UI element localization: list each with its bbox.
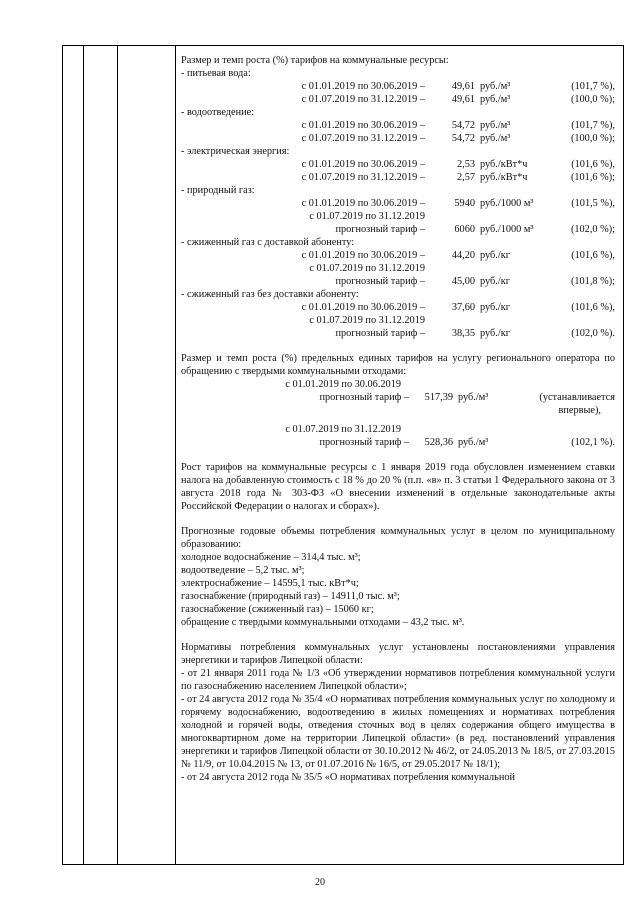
norm-item: - от 21 января 2011 года № 1/3 «Об утверждении нормативов потребления коммунальной услуги по газоснабжению населением Липецкой области»;	[181, 668, 615, 692]
waste-heading: Размер и темп роста (%) предельных единых тарифов на услугу регионального оператора по обращению с твердыми коммунальными отходами:	[181, 353, 615, 377]
tariff-row	[181, 210, 615, 223]
tariff-unit: руб./кг	[480, 328, 510, 339]
norm-item: - от 24 августа 2012 года № 35/5 «О нормативах потребления коммунальной	[181, 772, 516, 783]
tariff-period: с 01.07.2019 по 31.12.2019 –	[301, 133, 425, 144]
volumes-heading: Прогнозные годовые объемы потребления коммунальных услуг в целом по муниципальному образованию:	[181, 526, 615, 550]
tariff-unit: руб./1000 м³	[480, 224, 534, 235]
tariff-note: (устанавливается	[539, 392, 615, 403]
tariff-unit: руб./м³	[458, 437, 489, 448]
tariff-row	[181, 249, 615, 262]
tariff-period: с 01.07.2019 по 31.12.2019	[309, 211, 425, 222]
table-column-divider	[117, 46, 118, 864]
tariff-row	[181, 301, 615, 314]
page-number: 20	[315, 877, 325, 888]
lpg-nodelivery-label: - сжиженный газ без доставки абоненту:	[181, 289, 359, 300]
tariff-period: прогнозный тариф –	[335, 328, 425, 339]
vat-paragraph: Рост тарифов на коммунальные ресурсы с 1 января 2019 года обусловлен изменением ставки налога на добавленную стоимость с 18 % до 20 % (п.п. «в» п. 3 статьи 1 Федерального закона от 3 августа 2018 года № 303-ФЗ «О внесении изменений в отдельные законодательные акты Российской Федерации о налогах и сборах»).	[181, 462, 615, 512]
tariff-row	[181, 171, 615, 184]
volume-item: обращение с твердыми коммунальными отходами – 43,2 тыс. м³.	[181, 617, 465, 628]
tariff-growth: (100,0 %);	[570, 133, 615, 144]
sewer-label: - водоотведение:	[181, 107, 255, 118]
tariff-row	[181, 119, 615, 132]
tariff-unit: руб./м³	[480, 94, 511, 105]
tariff-period: с 01.07.2019 по 31.12.2019	[309, 315, 425, 326]
tariff-row	[181, 197, 615, 210]
tariff-growth: (101,7 %),	[571, 81, 615, 92]
tariff-unit: руб./кг	[480, 302, 510, 313]
tariff-period: с 01.07.2019 по 31.12.2019	[309, 263, 425, 274]
tariff-row	[181, 158, 615, 171]
tariff-unit: руб./кВт*ч	[480, 172, 528, 183]
tariff-unit: руб./кг	[480, 276, 510, 287]
tariff-period: с 01.01.2019 по 30.06.2019 –	[301, 250, 425, 261]
tariff-growth: (101,6 %),	[571, 302, 615, 313]
volume-item: электроснабжение – 14595,1 тыс. кВт*ч;	[181, 578, 359, 589]
waste-tariff-row	[181, 391, 615, 404]
tariff-row	[181, 223, 615, 236]
waste-period	[181, 378, 615, 391]
tariff-unit: руб./м³	[480, 120, 511, 131]
tariff-row	[181, 93, 615, 106]
tariff-value: 5940	[454, 198, 475, 209]
tariff-unit: руб./м³	[480, 81, 511, 92]
tariff-growth: (101,7 %),	[571, 120, 615, 131]
table-column-divider	[83, 46, 84, 864]
table-column-divider	[175, 46, 176, 864]
tariff-value: 49,61	[451, 81, 475, 92]
tariff-value: 2,57	[456, 172, 475, 183]
tariff-period: прогнозный тариф –	[335, 276, 425, 287]
tariff-row	[181, 132, 615, 145]
waste-period	[181, 423, 615, 436]
tariff-period: с 01.01.2019 по 30.06.2019 –	[301, 198, 425, 209]
tariff-row	[181, 80, 615, 93]
tariff-period: с 01.07.2019 по 31.12.2019 –	[301, 94, 425, 105]
volume-item: газоснабжение (сжиженный газ) – 15060 кг;	[181, 604, 374, 615]
tariff-value: 38,35	[451, 328, 475, 339]
tariff-unit: руб./кВт*ч	[480, 159, 528, 170]
tariff-period: с 01.07.2019 по 31.12.2019 –	[301, 172, 425, 183]
document-table	[62, 45, 624, 865]
tariff-unit: руб./кг	[480, 250, 510, 261]
tariff-period: с 01.01.2019 по 30.06.2019 –	[301, 159, 425, 170]
tariff-growth: (101,6 %),	[571, 250, 615, 261]
tariff-row	[181, 275, 615, 288]
waste-period-label: с 01.07.2019 по 31.12.2019	[285, 424, 401, 435]
tariff-value: 44,20	[451, 250, 475, 261]
volume-item: газоснабжение (природный газ) – 14911,0 тыс. м³;	[181, 591, 400, 602]
gas-label: - природный газ:	[181, 185, 255, 196]
lpg-delivery-label: - сжиженный газ с доставкой абоненту:	[181, 237, 355, 248]
tariff-unit: руб./м³	[458, 392, 489, 403]
tariff-value: 54,72	[451, 133, 475, 144]
tariff-value: 54,72	[451, 120, 475, 131]
tariff-value: 2,53	[456, 159, 475, 170]
tariff-period: с 01.01.2019 по 30.06.2019 –	[301, 302, 425, 313]
norms-heading: Нормативы потребления коммунальных услуг установлены постановлениями управления энергетики и тарифов Липецкой области:	[181, 642, 615, 666]
tariff-growth: (101,6 %),	[571, 159, 615, 170]
tariff-unit: руб./1000 м³	[480, 198, 534, 209]
water-label: - питьевая вода:	[181, 68, 251, 79]
electric-label: - электрическая энергия:	[181, 146, 290, 157]
tariff-value: 6060	[454, 224, 475, 235]
waste-note-row	[181, 404, 615, 417]
tariffs-heading: Размер и темп роста (%) тарифов на коммунальные ресурсы:	[181, 55, 449, 66]
tariff-value: 517,39	[424, 392, 453, 403]
table-cell-content	[181, 54, 615, 784]
tariff-value: 45,00	[451, 276, 475, 287]
norm-item: - от 24 августа 2012 года № 35/4 «О нормативах потребления коммунальных услуг по холодному и горячему водоснабжению, водоотведению в жилых помещениях и нормативах потребления холодной и горячей воды, отведения сточных вод в целях содержания общего имущества в многоквартирном доме на территории Липецкой области» (в ред. постановлений управления энергетики и тарифов Липецкой области от 30.10.2012 № 46/2, от 24.05.2013 № 18/5, от 27.03.2015 № 11/9, от 10.04.2015 № 13, от 01.07.2016 № 16/5, от 29.05.2017 № 18/1);	[181, 694, 615, 770]
tariff-growth: (102,0 %).	[571, 328, 615, 339]
tariff-period: с 01.01.2019 по 30.06.2019 –	[301, 120, 425, 131]
tariff-row	[181, 314, 615, 327]
tariff-note: впервые),	[558, 405, 601, 416]
tariff-value: 37,60	[451, 302, 475, 313]
tariff-growth: (101,5 %),	[571, 198, 615, 209]
tariff-value: 528,36	[424, 437, 453, 448]
tariff-growth: (100,0 %);	[570, 94, 615, 105]
tariff-growth: (101,8 %);	[570, 276, 615, 287]
waste-period-label: с 01.01.2019 по 30.06.2019	[285, 379, 401, 390]
tariff-row	[181, 327, 615, 340]
tariff-period: прогнозный тариф –	[335, 224, 425, 235]
tariff-growth: (102,1 %).	[571, 437, 615, 448]
tariff-row	[181, 262, 615, 275]
volume-item: водоотведение – 5,2 тыс. м³;	[181, 565, 305, 576]
tariff-unit: руб./м³	[480, 133, 511, 144]
tariff-value: 49,61	[451, 94, 475, 105]
tariff-growth: (101,6 %);	[570, 172, 615, 183]
tariff-period: с 01.01.2019 по 30.06.2019 –	[301, 81, 425, 92]
tariff-period: прогнозный тариф –	[319, 437, 409, 448]
waste-tariff-row	[181, 436, 615, 449]
tariff-period: прогнозный тариф –	[319, 392, 409, 403]
volume-item: холодное водоснабжение – 314,4 тыс. м³;	[181, 552, 361, 563]
tariff-growth: (102,0 %);	[570, 224, 615, 235]
